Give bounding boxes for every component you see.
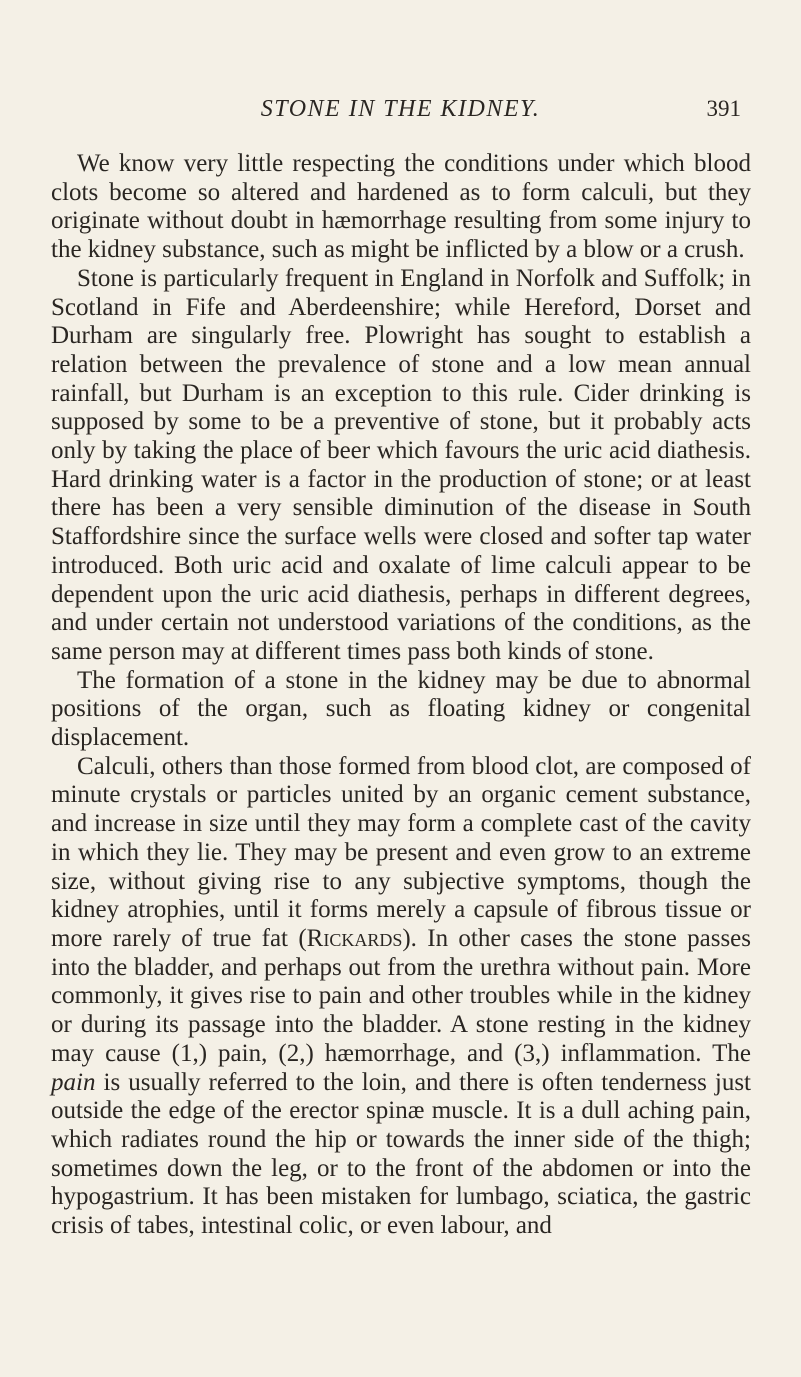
paragraph-calculi bbox=[51, 753, 751, 1241]
page-number: 391 bbox=[706, 96, 741, 121]
paragraph-blood-clots: We know very little respecting the conditions under which blood clots become so altered and hardened as to form calculi, but they originate without doubt in hæmorrhage resulting from some injury to the kidney substance, such as might be inflicted by a blow or a crush. bbox=[51, 150, 751, 264]
paragraph-calculi-part2: ). In other cases the stone passes into the bladder, and perhaps out from the urethra without pain. More commonly, it gives rise to pain and other troubles while in the kidney or during its passage into the bladder. A stone resting in the kidney may cause (1,) pain, (2,) hæmorrhage, and (3,) inflammation. The bbox=[51, 924, 751, 1067]
running-head: STONE IN THE KIDNEY. bbox=[260, 96, 541, 122]
emphasis-pain: pain bbox=[51, 1068, 96, 1096]
paragraph-calculi-part3: is usually referred to the loin, and there is often tenderness just outside the edge of the erector spinæ muscle. It is a dull aching pain, which radiates round the hip or towards the inner side of the thigh; sometimes down the leg, or to the front of the abdomen or into the hypogastrium. It has been mistaken for lumbago, sciatica, the gastric crisis of tabes, intestinal colic, or even labour, and bbox=[51, 1068, 751, 1240]
page-header bbox=[0, 96, 801, 132]
body-text bbox=[51, 150, 751, 1241]
paragraph-formation: The formation of a stone in the kidney may be due to abnormal positions of the organ, such as floating kidney or congenital displacement. bbox=[51, 666, 751, 752]
paragraph-calculi-part1: Calculi, others than those formed from blood clot, are composed of minute crystals or particles united by an organic cement substance, and increase in size until they may form a complete cast of the cavity in which they lie. They may be present and even grow to an extreme size, without giving rise to any subjective symptoms, though the kidney atrophies, until it forms merely a capsule of fibrous tissue or more rarely of true fat ( bbox=[51, 752, 751, 952]
paragraph-geography: Stone is particularly frequent in England in Norfolk and Suffolk; in Scotland in Fife and Aberdeenshire; while Hereford, Dorset and Durham are singularly free. Plowright has sought to establish a relation between the prevalence of stone and a low mean annual rainfall, but Durham is an exception to this rule. Cider drinking is supposed by some to be a preventive of stone, but it probably acts only by taking the place of beer which favours the uric acid diathesis. Hard drinking water is a factor in the production of stone; or at least there has been a very sensible diminution of the disease in South Staffordshire since the surface wells were closed and softer tap water introduced. Both uric acid and oxalate of lime calculi appear to be dependent upon the uric acid diathesis, perhaps in different degrees, and under certain not understood variations of the conditions, as the same person may at different times pass both kinds of stone. bbox=[51, 264, 751, 665]
author-citation: Rickards bbox=[306, 924, 403, 952]
